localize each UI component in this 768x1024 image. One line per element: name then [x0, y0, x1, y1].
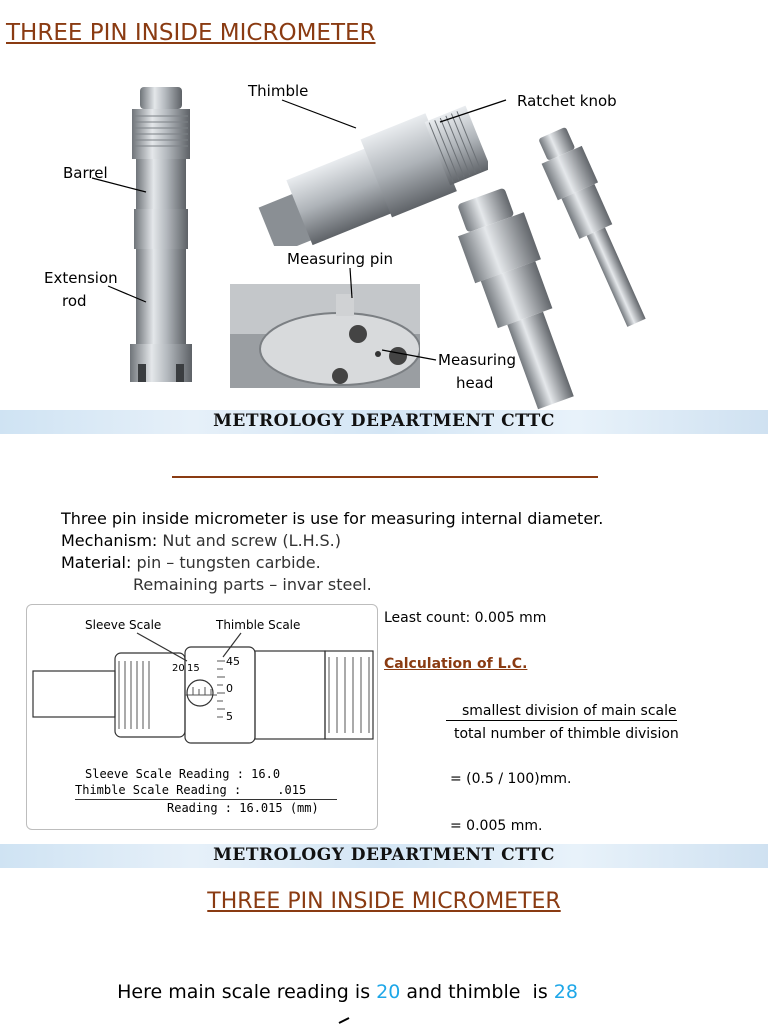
- material-value: pin – tungsten carbide.: [131, 553, 321, 572]
- measuring-head-label-line2: head: [456, 374, 494, 392]
- slide1-title: THREE PIN INSIDE MICROMETER: [6, 20, 376, 46]
- thimble-value: 28: [553, 981, 578, 1003]
- intro-text: Three pin inside micrometer is use for measuring internal diameter.: [61, 509, 604, 528]
- total-reading: Reading : 16.015 (mm): [167, 801, 319, 815]
- thimble-scale-reading: Thimble Scale Reading : .015: [75, 783, 307, 797]
- slide3-title: THREE PIN INSIDE MICROMETER: [207, 889, 561, 914]
- measuring-head-label-line1: Measuring: [438, 351, 517, 369]
- lc-denominator: total number of thimble division: [454, 726, 679, 742]
- thimble-scale-label: Thimble Scale: [216, 618, 301, 632]
- sleeve-tick-20: 20: [172, 663, 185, 674]
- lc-numerator: smallest division of main scale: [446, 703, 677, 721]
- mechanism-line: [61, 531, 341, 550]
- measuring-pin-label: Measuring pin: [287, 250, 394, 268]
- slide3-reading-sentence: [105, 959, 578, 1003]
- lc-equation-1: = (0.5 / 100)mm.: [450, 771, 572, 787]
- sleeve-tick-15: 15: [187, 663, 200, 674]
- ratchet-knob-label: Ratchet knob: [517, 92, 617, 110]
- scale-diagram: [26, 604, 378, 830]
- slide2-footer: METROLOGY DEPARTMENT CTTC: [213, 845, 555, 865]
- barrel-label: Barrel: [63, 164, 108, 182]
- material-label: Material:: [61, 553, 132, 572]
- lc-equation-2: = 0.005 mm.: [450, 818, 543, 834]
- micrometer-scale-drawing: [27, 605, 377, 755]
- least-count-text: Least count: 0.005 mm: [384, 610, 547, 626]
- slide1-footer: METROLOGY DEPARTMENT CTTC: [213, 411, 555, 431]
- calc-heading: Calculation of L.C.: [384, 656, 528, 672]
- reading-text-a: Here main scale reading is: [117, 981, 377, 1003]
- slide2-title-rule: [172, 476, 598, 478]
- thimble-tick-45: 45: [226, 655, 240, 668]
- thimble-tick-0: 0: [226, 682, 233, 695]
- sleeve-scale-reading: Sleeve Scale Reading : 16.0: [85, 767, 281, 781]
- sleeve-scale-label: Sleeve Scale: [85, 618, 162, 632]
- extension-rod-label-line1: Extension: [44, 269, 118, 287]
- partial-arrow-mark: [335, 1012, 355, 1024]
- leader-lines: [0, 0, 768, 420]
- reading-rule: [75, 799, 337, 800]
- main-scale-value: 20: [376, 981, 401, 1003]
- mechanism-value: Nut and screw (L.H.S.): [157, 531, 341, 550]
- remaining-parts-text: Remaining parts – invar steel.: [133, 575, 372, 594]
- thimble-label: Thimble: [248, 82, 309, 100]
- thimble-tick-5: 5: [226, 710, 233, 723]
- material-line: [61, 553, 321, 572]
- extension-rod-label-line2: rod: [62, 292, 87, 310]
- reading-text-b: and thimble is: [400, 981, 554, 1003]
- mechanism-label: Mechanism:: [61, 531, 158, 550]
